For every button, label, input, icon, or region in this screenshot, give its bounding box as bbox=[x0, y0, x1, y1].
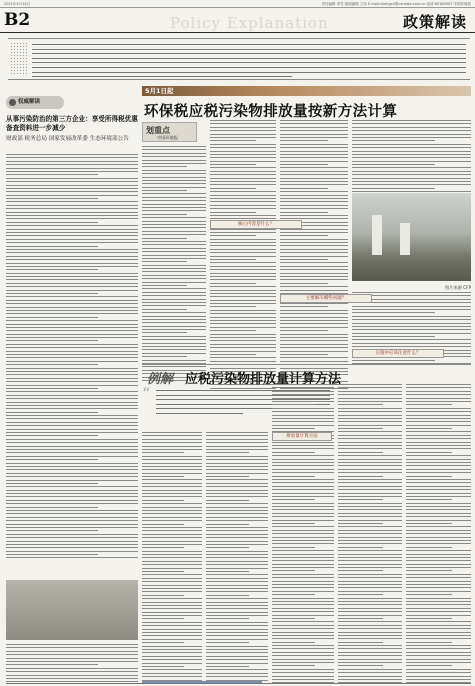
intro-box bbox=[8, 38, 470, 80]
column-tag: 权威解读 bbox=[6, 96, 64, 109]
stamp-sub: 中国环境报 bbox=[157, 135, 178, 140]
bottom-accent bbox=[142, 681, 262, 683]
decor-dots bbox=[10, 42, 28, 76]
page-header bbox=[0, 9, 475, 33]
bottom-rule bbox=[6, 683, 471, 684]
article-col-2 bbox=[210, 120, 276, 391]
date-bar bbox=[142, 86, 471, 96]
section-english: Policy Explanation bbox=[170, 14, 329, 32]
example-col-3 bbox=[272, 384, 334, 686]
left-photo bbox=[6, 580, 138, 640]
article-col-1 bbox=[142, 146, 206, 383]
subhead-core: 核心内容是什么？ bbox=[210, 220, 302, 229]
subhead-attention: 实施中应该注意什么？ bbox=[352, 349, 444, 358]
example-col-2 bbox=[206, 432, 268, 686]
left-article-body bbox=[6, 154, 138, 561]
main-headline: 环保税应税污染物排放量按新方法计算 bbox=[144, 104, 398, 120]
effective-date: 5月1日起 bbox=[145, 87, 174, 95]
intro-text bbox=[32, 44, 466, 81]
left-photo-caption bbox=[6, 644, 138, 685]
section-title: 政策解读 bbox=[402, 13, 467, 31]
left-column bbox=[6, 84, 138, 680]
stamp-main: 划重点 bbox=[146, 126, 170, 135]
factory-photo bbox=[352, 193, 471, 281]
left-article-title: 从事污染防治的第三方企业：享受所得税优惠备查资料进一步减少 bbox=[6, 115, 138, 132]
issue-date: 2021年5月14日 bbox=[4, 2, 31, 6]
example-subhead: 排放量计算方法 bbox=[272, 432, 332, 441]
top-bar bbox=[0, 0, 475, 8]
left-article-subtitle: 财政部 税务总局 国家发展改革委 生态环境部公告 bbox=[6, 136, 129, 142]
right-column bbox=[142, 84, 471, 680]
section-divider bbox=[142, 364, 471, 365]
page-code: B2 bbox=[4, 10, 31, 30]
subhead-problems: 主要解决哪些问题？ bbox=[280, 294, 372, 303]
photo-caption: 图片来源 CFP bbox=[445, 285, 471, 290]
second-headline-text: 应税污染物排放量计算方法 bbox=[185, 372, 342, 387]
example-tag: 例解 bbox=[147, 372, 174, 387]
example-col-4 bbox=[338, 384, 402, 686]
quote-mark: “ bbox=[142, 384, 151, 403]
editor-info: 责任编辑 李雪 版面编辑 王伟 E-mail:zhengce@cenews.com.cn 电话:65160907 中国环境报 bbox=[321, 2, 471, 6]
example-col-1 bbox=[142, 432, 202, 686]
highlight-stamp bbox=[142, 122, 197, 142]
example-col-5 bbox=[406, 384, 471, 686]
article-col-4 bbox=[352, 120, 471, 201]
article-col-3 bbox=[280, 120, 348, 391]
